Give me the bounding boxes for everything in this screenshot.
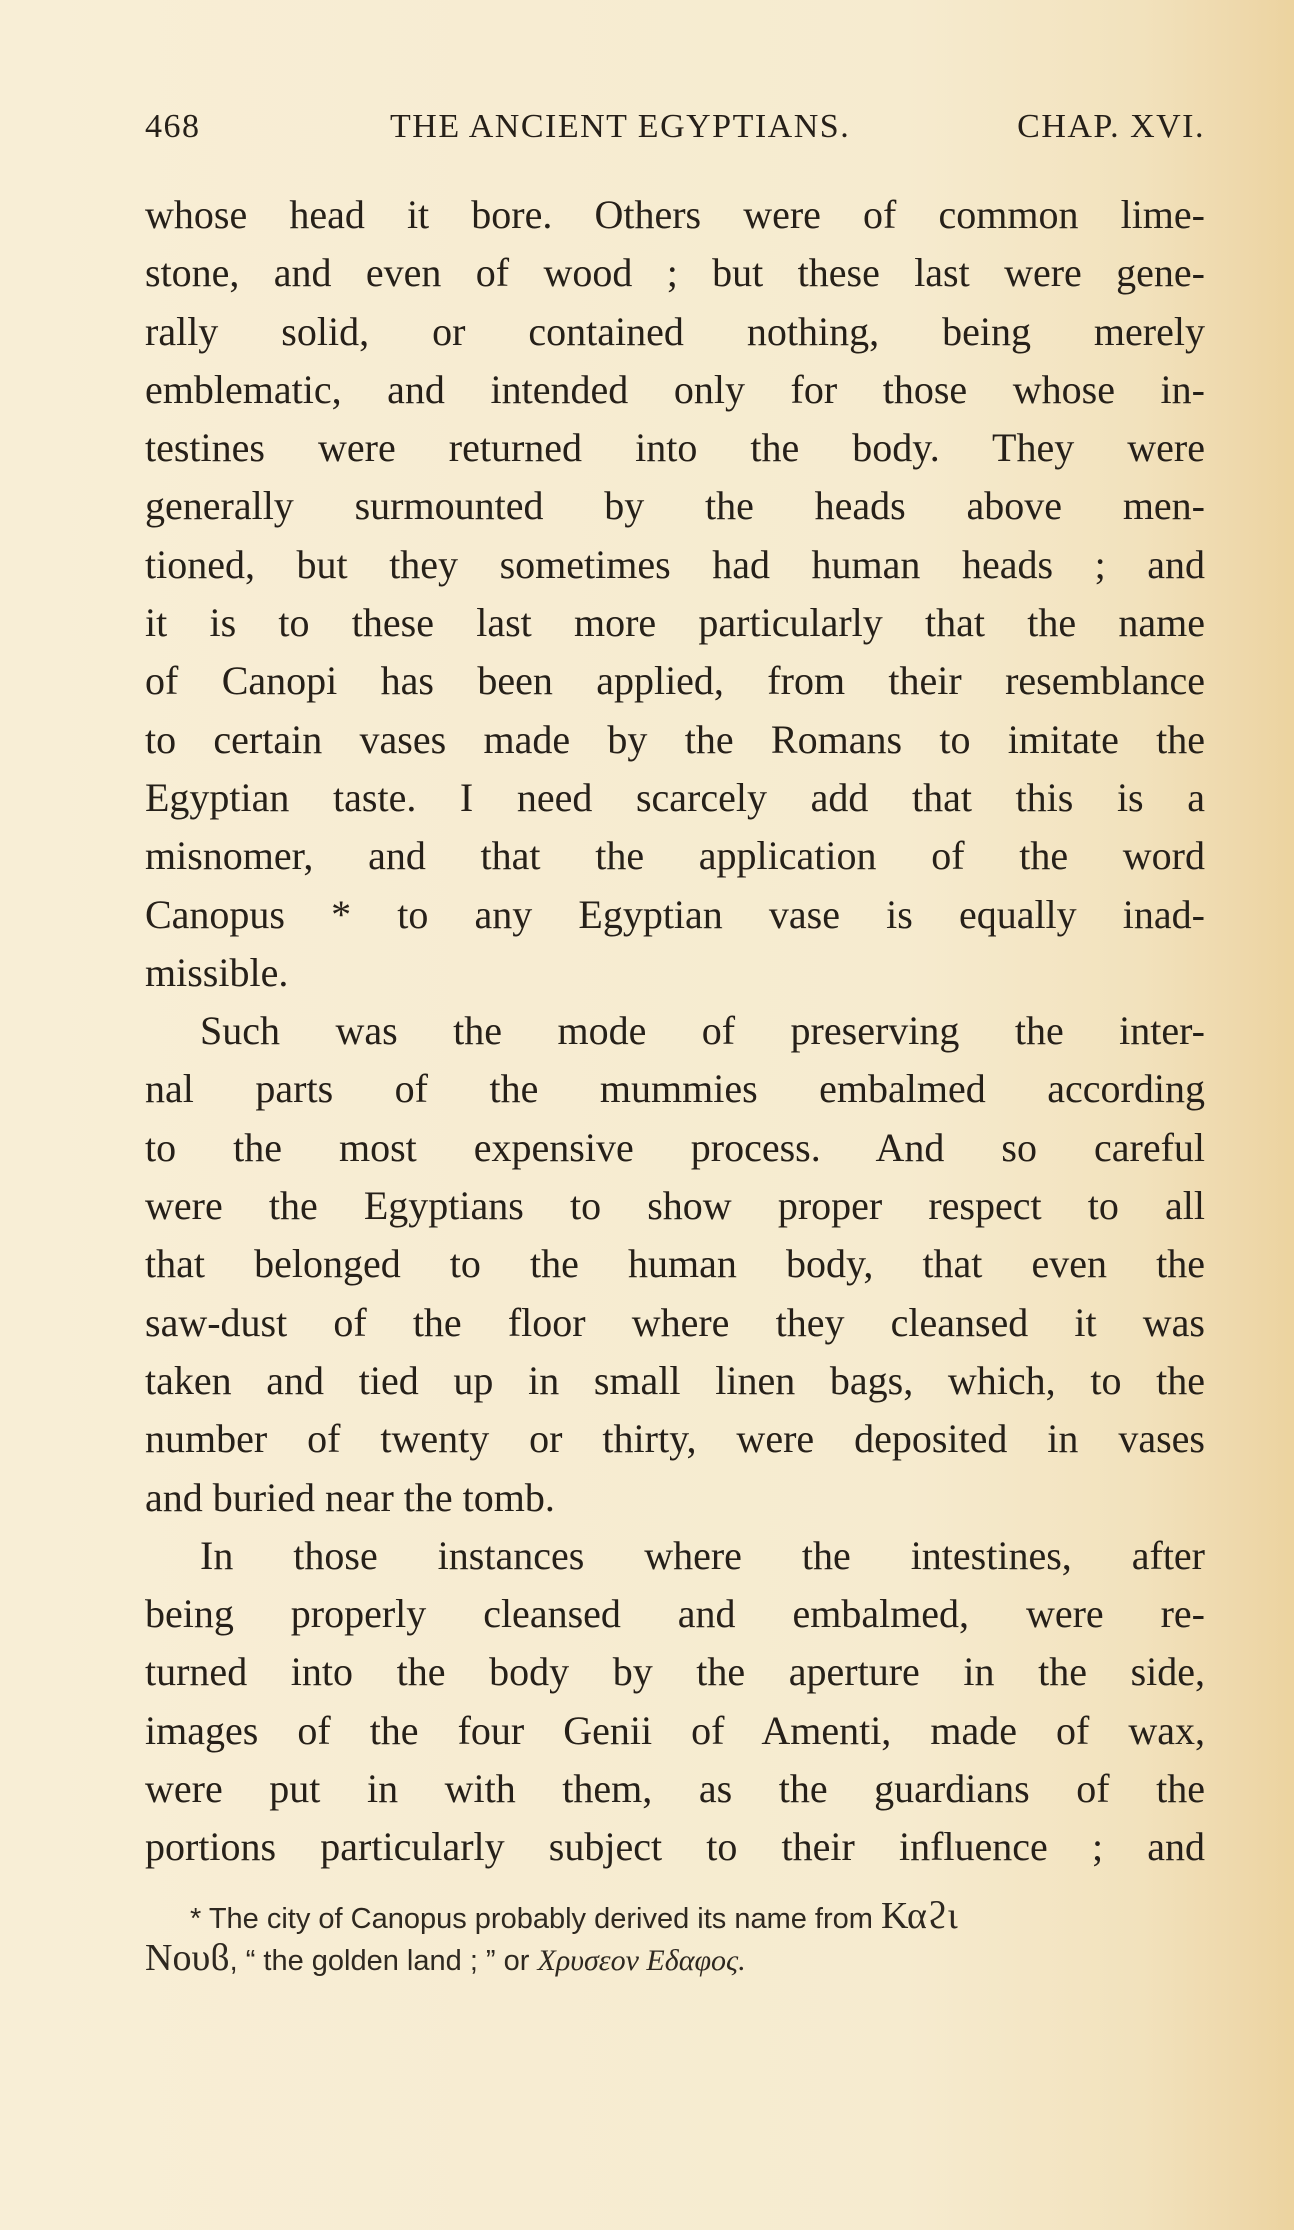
footnote bbox=[145, 1895, 1205, 1979]
footnote-line-1 bbox=[145, 1895, 1205, 1937]
text-line: to the most expensive process. And so careful bbox=[145, 1124, 1205, 1170]
text-line: rally solid, or contained nothing, being merely bbox=[145, 308, 1205, 354]
page-number: 468 bbox=[145, 108, 201, 145]
coptic-word: Καϩι bbox=[880, 1895, 958, 1937]
footnote-text: , “ the golden land ; ” or bbox=[229, 1945, 530, 1977]
text-line: and buried near the tomb. bbox=[145, 1474, 555, 1520]
chapter-label: CHAP. XVI. bbox=[1017, 108, 1205, 145]
footnote-line-2 bbox=[145, 1937, 1205, 1979]
text-line: were the Egyptians to show proper respect to all bbox=[145, 1183, 1205, 1229]
text-line: were put in with them, as the guardians of the bbox=[145, 1766, 1205, 1812]
text-line: whose head it bore. Others were of common lime- bbox=[145, 192, 1205, 237]
text-line: nal parts of the mummies embalmed according bbox=[145, 1066, 1205, 1112]
text-line: testines were returned into the body. They were bbox=[145, 425, 1205, 471]
text-line: tioned, but they sometimes had human heads ; and bbox=[145, 541, 1205, 587]
text-line: taken and tied up in small linen bags, which, to the bbox=[145, 1357, 1205, 1403]
text-line: saw-dust of the floor where they cleansed it was bbox=[145, 1299, 1205, 1345]
text-line: to certain vases made by the Romans to imitate the bbox=[145, 716, 1205, 762]
coptic-word: Νουϐ bbox=[145, 1937, 230, 1979]
text-line: that belonged to the human body, that even the bbox=[145, 1241, 1205, 1287]
text-line: misnomer, and that the application of the word bbox=[145, 833, 1205, 879]
paragraph-start-line: In those instances where the intestines, after bbox=[200, 1532, 1205, 1578]
text-line: Canopus * to any Egyptian vase is equally inad- bbox=[145, 891, 1205, 937]
text-line: emblematic, and intended only for those whose in- bbox=[145, 366, 1205, 412]
text-line: images of the four Genii of Amenti, made of wax, bbox=[145, 1707, 1205, 1753]
text-line: turned into the body by the aperture in the side, bbox=[145, 1649, 1205, 1695]
text-line: of Canopi has been applied, from their resemblance bbox=[145, 658, 1205, 704]
running-title: THE ANCIENT EGYPTIANS. bbox=[390, 108, 851, 145]
greek-phrase: Χρυσεον Εδαφος. bbox=[537, 1944, 746, 1977]
text-line: generally surmounted by the heads above men- bbox=[145, 483, 1205, 529]
text-line: being properly cleansed and embalmed, were re- bbox=[145, 1591, 1205, 1637]
text-line: missible. bbox=[145, 949, 289, 995]
footnote-text: * The city of Canopus probably derived its name from bbox=[190, 1903, 873, 1935]
paragraph-start-line: Such was the mode of preserving the inter- bbox=[200, 1008, 1205, 1054]
running-header bbox=[145, 108, 1205, 158]
text-line: stone, and even of wood ; but these last were gene- bbox=[145, 250, 1205, 296]
body-text bbox=[145, 186, 1205, 1877]
text-line: it is to these last more particularly that the name bbox=[145, 600, 1205, 646]
text-line: portions particularly subject to their influence ; and bbox=[145, 1824, 1205, 1870]
text-line: Egyptian taste. I need scarcely add that this is a bbox=[145, 774, 1205, 820]
text-line: number of twenty or thirty, were deposited in vases bbox=[145, 1416, 1205, 1462]
